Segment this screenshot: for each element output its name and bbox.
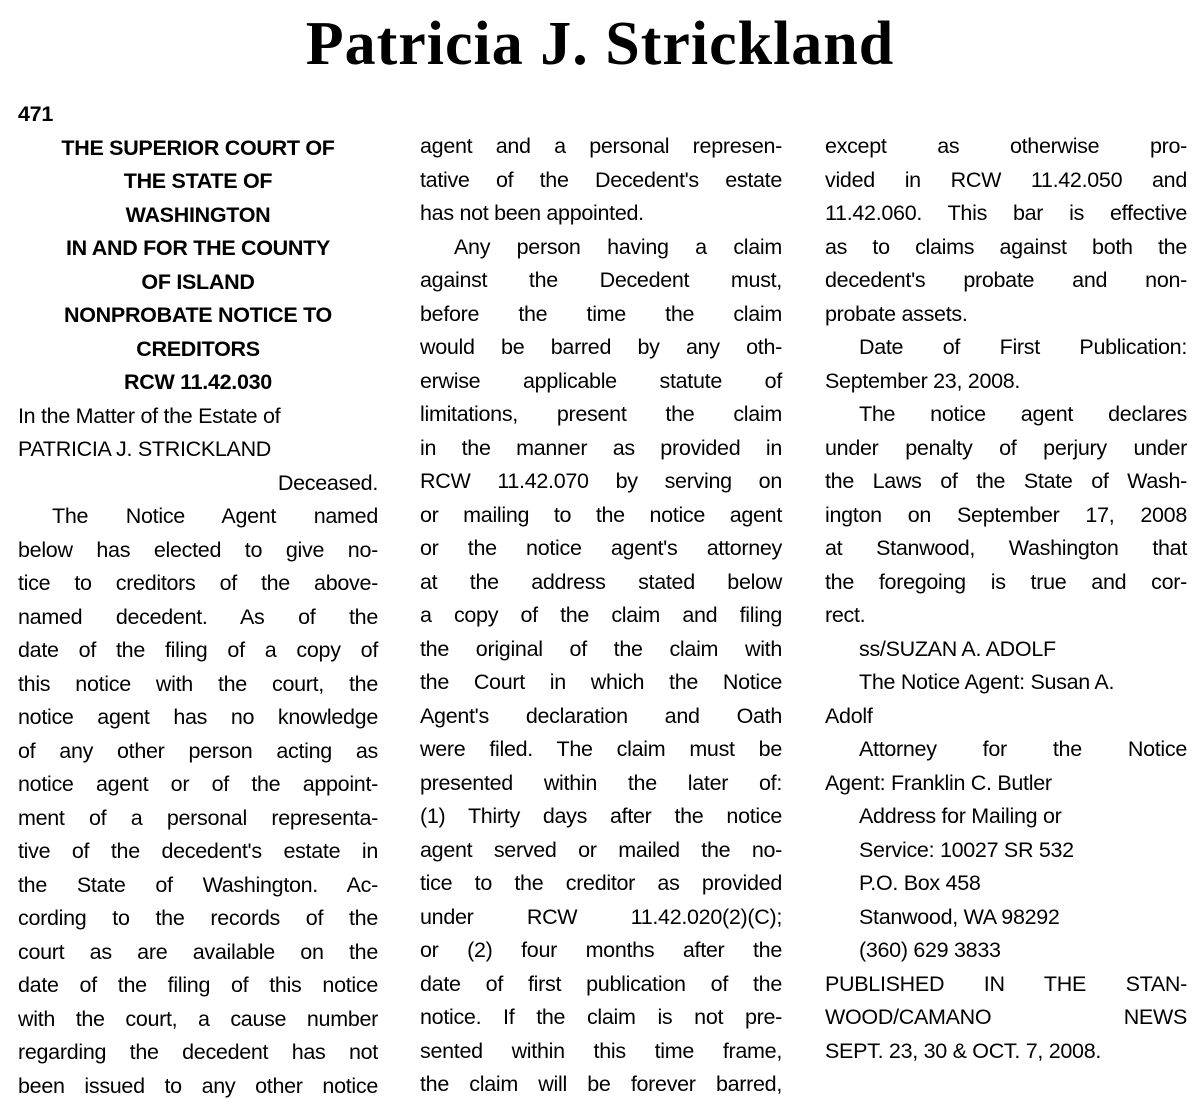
first-publication-date: September 23, 2008. xyxy=(825,368,1021,393)
body-text-line: tice to the creditor as provided xyxy=(420,871,782,895)
body-text-line: the claim will be forever barred, xyxy=(420,1072,782,1096)
body-text-line: regarding the decedent has not xyxy=(18,1040,378,1064)
body-text-line: cording to the records of the xyxy=(18,906,378,930)
body-text-line: below has elected to give no- xyxy=(18,537,378,562)
notice-column-2 xyxy=(420,130,782,1102)
body-text-line: The Notice Agent named xyxy=(52,504,378,528)
address-line: P.O. Box 458 xyxy=(859,871,981,895)
body-text-line: or mailing to the notice agent xyxy=(420,502,782,527)
address-line: Address for Mailing or xyxy=(859,804,1062,828)
body-text-line: Agent's declaration and Oath xyxy=(420,703,782,728)
body-text-line: has not been appointed. xyxy=(420,201,644,225)
body-text-line: except as otherwise pro- xyxy=(825,134,1187,158)
notice-number: 471 xyxy=(18,102,53,126)
body-text-line: rect. xyxy=(825,603,866,627)
publication-dates: SEPT. 23, 30 & OCT. 7, 2008. xyxy=(825,1038,1102,1063)
body-text-line: The notice agent declares xyxy=(859,402,1187,426)
court-heading-line: THE SUPERIOR COURT OF xyxy=(61,135,335,160)
body-text-line: or (2) four months after the xyxy=(420,938,782,962)
body-text-line: limitations, present the claim xyxy=(420,402,782,426)
attorney-line: Agent: Franklin C. Butler xyxy=(825,770,1052,795)
body-text-line: date of first publication of the xyxy=(420,971,782,996)
body-text-line: presented within the later of: xyxy=(420,770,782,795)
body-text-line: notice. If the claim is not pre- xyxy=(420,1005,782,1029)
body-text-line: the State of Washington. Ac- xyxy=(18,872,378,897)
body-text-line: ment of a personal representa- xyxy=(18,805,378,830)
body-text-line: the foregoing is true and cor- xyxy=(825,569,1187,594)
estate-matter-line: In the Matter of the Estate of xyxy=(18,403,281,428)
page-title: Patricia J. Strickland xyxy=(305,10,895,78)
body-text-line: before the time the claim xyxy=(420,301,782,326)
publication-line: WOOD/CAMANO NEWS xyxy=(825,1005,1187,1029)
body-text-line: 11.42.060. This bar is effective xyxy=(825,201,1187,225)
body-text-line: been issued to any other notice xyxy=(18,1073,378,1098)
statute-reference: RCW 11.42.030 xyxy=(124,370,272,394)
body-text-line: decedent's probate and non- xyxy=(825,268,1187,292)
notice-column-3 xyxy=(825,130,1187,1068)
body-text-line: Any person having a claim xyxy=(454,234,782,259)
body-text-line: with the court, a cause number xyxy=(18,1006,378,1031)
body-text-line: the Laws of the State of Wash- xyxy=(825,469,1187,493)
body-text-line: probate assets. xyxy=(825,301,968,326)
court-heading-line: IN AND FOR THE COUNTY xyxy=(65,236,331,260)
court-heading-line: THE STATE OF xyxy=(123,169,273,193)
body-text-line: under RCW 11.42.020(2)(C); xyxy=(420,904,782,929)
court-heading-line: WASHINGTON xyxy=(125,202,271,227)
body-text-line: the Court in which the Notice xyxy=(420,670,782,694)
body-text-line: vided in RCW 11.42.050 and xyxy=(825,167,1187,192)
notice-title-line: NONPROBATE NOTICE TO xyxy=(64,303,332,327)
body-text-line: tice to creditors of the above- xyxy=(18,571,378,595)
body-text-line: (1) Thirty days after the notice xyxy=(420,804,782,828)
body-text-line: ington on September 17, 2008 xyxy=(825,502,1187,527)
phone-line: (360) 629 3833 xyxy=(859,938,1001,962)
body-text-line: notice agent or of the appoint- xyxy=(18,772,378,796)
body-text-line: were filed. The claim must be xyxy=(420,737,782,761)
body-text-line: the original of the claim with xyxy=(420,636,782,661)
signature-line: ss/SUZAN A. ADOLF xyxy=(859,636,1056,661)
body-text-line: against the Decedent must, xyxy=(420,268,782,292)
body-text-line: date of the filing of this notice xyxy=(18,973,378,997)
body-text-line: as to claims against both the xyxy=(825,234,1187,259)
body-text-line: court as are available on the xyxy=(18,939,378,964)
notice-agent-line: Adolf xyxy=(825,703,873,728)
notice-column-1 xyxy=(18,98,378,1103)
body-text-line: at the address stated below xyxy=(420,569,782,594)
notice-agent-line: The Notice Agent: Susan A. xyxy=(859,670,1115,694)
address-line: Service: 10027 SR 532 xyxy=(859,837,1074,862)
court-heading-line: OF ISLAND xyxy=(141,269,255,294)
body-text-line: of any other person acting as xyxy=(18,738,378,763)
body-text-line: tive of the decedent's estate in xyxy=(18,839,378,863)
body-text-line: erwise applicable statute of xyxy=(420,368,782,393)
body-text-line: date of the filing of a copy of xyxy=(18,638,378,662)
notice-title-line: CREDITORS xyxy=(136,336,260,361)
body-text-line: RCW 11.42.070 by serving on xyxy=(420,469,782,493)
body-text-line: at Stanwood, Washington that xyxy=(825,536,1187,560)
body-text-line: a copy of the claim and filing xyxy=(420,603,782,627)
body-text-line: under penalty of perjury under xyxy=(825,435,1187,460)
attorney-line: Attorney for the Notice xyxy=(859,737,1187,761)
body-text-line: tative of the Decedent's estate xyxy=(420,167,782,192)
first-publication-label: Date of First Publication: xyxy=(859,335,1187,359)
body-text-line: or the notice agent's attorney xyxy=(420,536,782,560)
body-text-line: this notice with the court, the xyxy=(18,671,378,696)
address-line: Stanwood, WA 98292 xyxy=(859,904,1060,929)
publication-line: PUBLISHED IN THE STAN- xyxy=(825,971,1187,996)
deceased-label: Deceased. xyxy=(277,470,378,495)
body-text-line: would be barred by any oth- xyxy=(420,335,782,359)
body-text-line: named decedent. As of the xyxy=(18,604,378,629)
decedent-name: PATRICIA J. STRICKLAND xyxy=(18,437,272,461)
body-text-line: sented within this time frame, xyxy=(420,1038,782,1063)
body-text-line: agent served or mailed the no- xyxy=(420,837,782,862)
body-text-line: agent and a personal represen- xyxy=(420,134,782,158)
body-text-line: notice agent has no knowledge xyxy=(18,705,378,729)
body-text-line: in the manner as provided in xyxy=(420,435,782,460)
